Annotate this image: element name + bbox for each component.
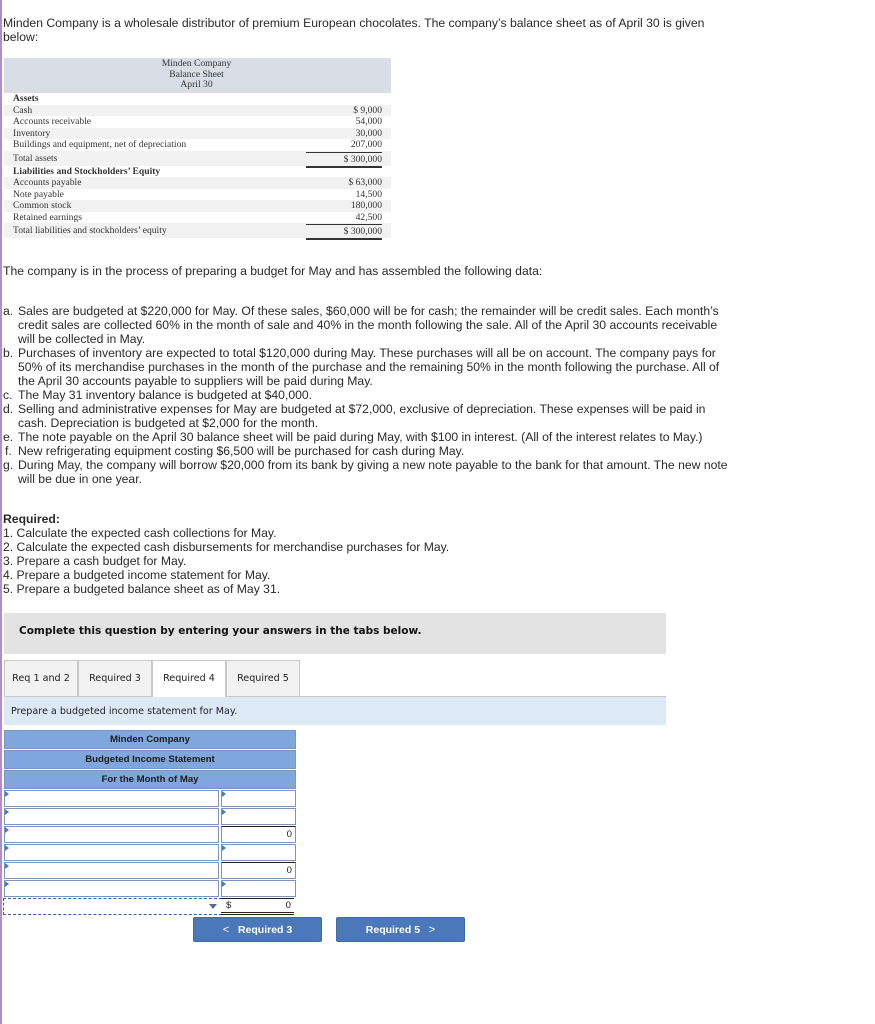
list-item: d. Selling and administrative expenses for May are budgeted at $72,000, exclusive of depreciation. These expenses will be paid in cash. Depreciation is budgeted at $2,000 for the month. (3, 402, 706, 430)
bs-row-total: Total assets $ 300,000 (4, 151, 391, 166)
next-required-5-button[interactable]: Required 5 > (336, 917, 465, 942)
chevron-right-icon: > (428, 924, 436, 936)
amount-input[interactable] (221, 880, 296, 897)
is-row (4, 808, 296, 825)
instructions-banner (4, 613, 666, 654)
instruction-text: Prepare a budgeted income statement for May. (11, 706, 238, 717)
left-border (0, 0, 2, 1024)
bs-row-total: Total liabilities and stockholders’ equity $ 300,000 (4, 223, 391, 238)
bs-row: Liabilities and Stockholders’ Equity (4, 166, 391, 178)
is-period: For the Month of May (4, 770, 296, 789)
list-item: g. During May, the company will borrow $20,000 from its bank by giving a new note payable to the bank for that amount. The new note will be due in one year. (3, 458, 728, 486)
dropdown-flag-icon (5, 863, 9, 869)
bs-row: Inventory 30,000 (4, 128, 391, 140)
data-intro-text: The company is in the process of preparing a budget for May and has assembled the following data: (3, 264, 543, 278)
prev-required-3-button[interactable]: < Required 3 (193, 917, 322, 942)
tab-required-4[interactable]: Required 4 (152, 660, 226, 697)
balance-sheet (4, 58, 391, 238)
dropdown-flag-icon (5, 881, 9, 887)
budget-data-list (3, 304, 733, 486)
list-item: b. Purchases of inventory are expected to total $120,000 during May. These purchases will all be on account. The company pays for 50% of its merchandise purchases in the month of the purchase and the remaining 50% in the month following the purchase. All of the April 30 accounts payable to suppliers will be paid during May. (3, 346, 720, 388)
label-input[interactable] (4, 844, 219, 861)
is-company: Minden Company (4, 730, 296, 749)
dropdown-flag-icon (5, 845, 9, 851)
bs-row: Retained earnings 42,500 (4, 212, 391, 224)
calculated-amount: 0 (221, 862, 296, 879)
dropdown-flag-icon (5, 791, 9, 797)
bs-row: Assets (13, 93, 39, 104)
chevron-left-icon: < (222, 924, 230, 936)
tab-bar (4, 660, 666, 697)
list-item: a. Sales are budgeted at $220,000 for May. Of these sales, $60,000 will be for cash; the remainder will be credit sales. Each month’s credit sales are collected 60% in the month of sale and 40% in the month following the sale. All of the April 30 accounts receivable will be collected in May. (3, 304, 719, 346)
label-input[interactable] (4, 862, 219, 879)
label-input[interactable] (4, 808, 219, 825)
list-item: f. New refrigerating equipment costing $6,500 will be purchased for cash during May. (5, 444, 465, 458)
is-row (4, 844, 296, 861)
input-flag-icon (222, 845, 229, 851)
amount-input[interactable] (221, 808, 296, 825)
label-input[interactable] (4, 880, 219, 897)
list-item: e. The note payable on the April 30 balance sheet will be paid during May, with $100 in interest. (All of the interest relates to May.) (3, 430, 703, 444)
bs-date: April 30 (180, 79, 213, 90)
required-section (3, 512, 449, 596)
bs-row: Cash $ 9,000 (4, 105, 391, 117)
label-input[interactable] (4, 826, 219, 843)
amount-input[interactable] (221, 790, 296, 807)
total-amount: $ 0 (221, 898, 294, 915)
required-item: 5. Prepare a budgeted balance sheet as of May 31. (3, 582, 281, 596)
input-flag-icon (222, 809, 229, 815)
list-item: c. The May 31 inventory balance is budgeted at $40,000. (3, 388, 313, 402)
bs-title: Balance Sheet (169, 68, 224, 80)
calculated-amount: 0 (221, 826, 296, 843)
label-input[interactable] (4, 790, 219, 807)
intro-text: Minden Company is a wholesale distributor of premium European chocolates. The company’s balance sheet as of April 30 is given below: (3, 16, 705, 44)
input-flag-icon (222, 791, 229, 797)
bs-row: Accounts receivable 54,000 (4, 116, 391, 128)
instruction-bar (4, 697, 666, 725)
balance-sheet-header (4, 58, 391, 93)
is-row (4, 862, 296, 879)
amount-input[interactable] (221, 844, 296, 861)
bs-row: Note payable 14,500 (4, 189, 391, 201)
bs-company: Minden Company (161, 58, 232, 69)
required-item: 1. Calculate the expected cash collections for May. (3, 526, 277, 540)
is-title: Budgeted Income Statement (4, 750, 296, 769)
chevron-down-icon (209, 904, 217, 909)
bs-row: Buildings and equipment, net of depreciation 207,000 (4, 139, 391, 151)
required-item: 3. Prepare a cash budget for May. (3, 554, 187, 568)
required-item: 2. Calculate the expected cash disbursements for merchandise purchases for May. (3, 540, 450, 554)
input-flag-icon (222, 881, 229, 887)
banner-text: Complete this question by entering your answers in the tabs below. (19, 625, 422, 637)
dropdown-flag-icon (5, 809, 9, 815)
tab-required-3[interactable]: Required 3 (78, 660, 152, 696)
required-item: 4. Prepare a budgeted income statement for May. (3, 568, 271, 582)
bs-row: Common stock 180,000 (4, 200, 391, 212)
is-row-total (4, 898, 296, 915)
is-row (4, 790, 296, 807)
income-statement-form (4, 730, 296, 916)
currency-symbol: $ (226, 900, 232, 911)
tab-req-1-and-2[interactable]: Req 1 and 2 (4, 660, 78, 696)
is-row (4, 880, 296, 897)
is-row (4, 826, 296, 843)
tab-required-5[interactable]: Required 5 (226, 660, 300, 696)
label-select[interactable] (3, 898, 222, 915)
required-header: Required: (3, 512, 60, 526)
dropdown-flag-icon (5, 827, 9, 833)
bs-row: Accounts payable $ 63,000 (4, 177, 391, 189)
